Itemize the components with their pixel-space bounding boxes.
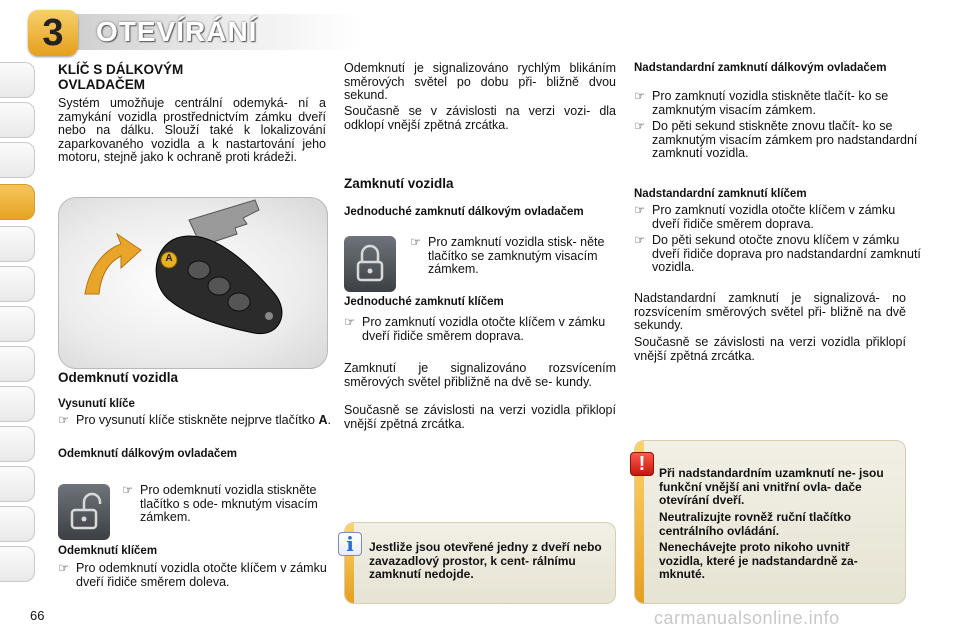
chapter-tab[interactable] [0, 266, 35, 302]
watermark: carmanualsonline.info [654, 608, 840, 628]
remote-heading: Odemknutí dálkovým ovladačem [58, 448, 237, 460]
key-label-a: A [165, 253, 173, 264]
simple-remote-item: ☞ Pro zamknutí vozidla stisk- něte tlačítko se zamknutým visacím zámkem. [410, 235, 605, 276]
intro-text: Systém umožňuje centrální odemyká- ní a zamykání vozidla prostřednictvím zámku dveří nebo na dálku. Slouží také k lokalizování zaparkovaného vozidla a k nastartování jeho motoru, stejně jako k ochraně proti krádeži. [58, 96, 326, 164]
chapter-tab-active[interactable] [0, 184, 35, 220]
bullet-icon: ☞ [634, 203, 646, 217]
bullet-icon: ☞ [344, 315, 356, 329]
warning-note [634, 440, 906, 604]
unlock-mirror-text: Současně se v závislosti na verzi vozi- dla odklopí vnější zpětná zrcátka. [344, 104, 616, 132]
lock-mirror-text: Současně se závislosti na verzi vozidla přiklopí vnější zpětná zrcátka. [344, 403, 616, 431]
remote-unlock-item: ☞ Pro odemknutí vozidla stiskněte tlačítko s ode- mknutým visacím zámkem. [122, 483, 318, 524]
simple-key-item: ☞ Pro zamknutí vozidla otočte klíčem v zámku dveří řidiče směrem doprava. [344, 315, 606, 343]
chapter-tab[interactable] [0, 226, 35, 262]
page-number: 66 [30, 608, 45, 623]
section-heading: KLÍČ S DÁLKOVÝM OVLADAČEM [58, 62, 184, 92]
deadlock-key-item-1: ☞ Pro zamknutí vozidla otočte klíčem v zámku dveří řidiče směrem doprava. [634, 203, 896, 231]
chapter-tab[interactable] [0, 426, 35, 462]
info-icon: i [338, 532, 362, 556]
simple-remote-heading: Jednoduché zamknutí dálkovým ovladačem [344, 206, 584, 218]
bullet-icon: ☞ [410, 235, 422, 249]
deadlock-signal-text: Nadstandardní zamknutí je signalizová- no rozsvícením směrových světel při- bližně na dvě sekundy. [634, 291, 906, 332]
bullet-icon: ☞ [58, 413, 70, 427]
info-note-text: Jestliže jsou otevřené jedny z dveří nebo zavazadlový prostor, k cent- rálnímu zamknutí nedojde. [369, 540, 602, 581]
key-illustration [58, 197, 328, 369]
chapter-tab[interactable] [0, 306, 35, 342]
chapter-tab[interactable] [0, 546, 35, 582]
bullet-icon: ☞ [58, 561, 70, 575]
deadlock-key-heading: Nadstandardní zamknutí klíčem [634, 188, 807, 200]
remote-key-icon [59, 198, 327, 368]
deadlock-remote-item-1: ☞ Pro zamknutí vozidla stiskněte tlačít- ko se zamknutým visacím zámkem. [634, 89, 889, 117]
key-unlock-item: ☞ Pro odemknutí vozidla otočte klíčem v zámku dveří řidiče směrem doleva. [58, 561, 327, 589]
chapter-tab[interactable] [0, 62, 35, 98]
info-note [344, 522, 616, 604]
chapter-tab[interactable] [0, 102, 35, 138]
bullet-icon: ☞ [634, 89, 646, 103]
unlock-heading: Odemknutí vozidla [58, 370, 179, 385]
chapter-tab[interactable] [0, 346, 35, 382]
warning-note-text-2: Neutralizujte rovněž ruční tlačítko centrálního ovládání. [659, 510, 852, 538]
chapter-tab[interactable] [0, 386, 35, 422]
warning-note-text-1: Při nadstandardním uzamknutí ne- jsou funkční vnější ani vnitřní ovla- dače otevírání dveří. [659, 466, 884, 507]
deadlock-remote-item-2: ☞ Do pěti sekund stiskněte znovu tlačít- ko se zamknutým visacím zámkem pro nadstandardní zamknutí vozidla. [634, 119, 918, 160]
chapter-tab[interactable] [0, 142, 35, 178]
deadlock-mirror-text: Současně se závislosti na verzi vozidla přiklopí vnější zpětná zrcátka. [634, 335, 906, 363]
fold-item: ☞ Pro vysunutí klíče stiskněte nejprve tlačítko A. [58, 413, 331, 427]
lock-signal-text: Zamknutí je signalizováno rozsvícením směrových světel přibližně na dvě se- kundy. [344, 361, 616, 389]
lock-heading: Zamknutí vozidla [344, 176, 454, 191]
unlock-signal-text: Odemknutí je signalizováno rychlým blikáním směrových světel po dobu při- bližně dvou sekund. [344, 61, 616, 102]
page-title: OTEVÍRÁNÍ [96, 16, 258, 47]
bullet-icon: ☞ [634, 233, 646, 247]
unlocked-padlock-icon [58, 484, 110, 540]
key-unlock-heading: Odemknutí klíčem [58, 545, 158, 557]
chapter-tab[interactable] [0, 506, 35, 542]
deadlock-key-item-2: ☞ Do pěti sekund otočte znovu klíčem v zámku dveří řidiče doprava pro nadstandardní zamknutí vozidla. [634, 233, 921, 274]
bullet-icon: ☞ [122, 483, 134, 497]
warning-icon: ! [630, 452, 654, 476]
locked-padlock-icon [344, 236, 396, 292]
deadlock-remote-heading: Nadstandardní zamknutí dálkovým ovladačem [634, 62, 887, 74]
fold-heading: Vysunutí klíče [58, 398, 135, 410]
warning-note-text-3: Nenechávejte proto nikoho uvnitř vozidla, které je nadstandardně za- mknuté. [659, 540, 858, 581]
chapter-number: 3 [28, 10, 78, 56]
simple-key-heading: Jednoduché zamknutí klíčem [344, 296, 504, 308]
chapter-tab[interactable] [0, 466, 35, 502]
bullet-icon: ☞ [634, 119, 646, 133]
